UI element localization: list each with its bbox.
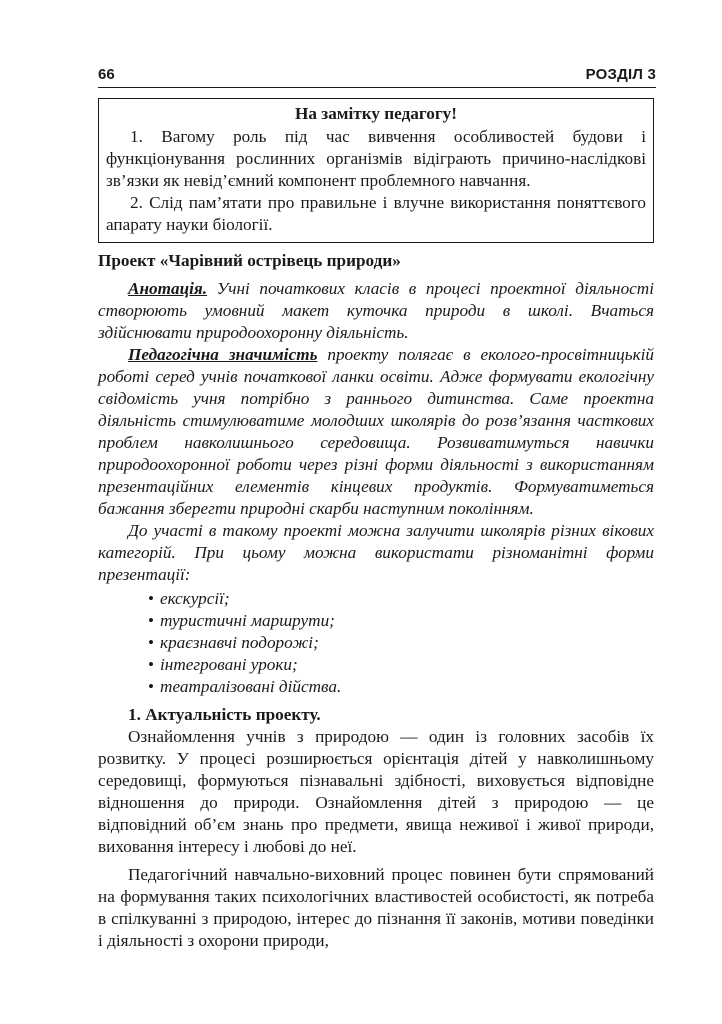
- running-header: [98, 66, 656, 88]
- section-paragraph-2: Педагогічний навчально-виховний процес повинен бути спрямований на формування таких психологічних властивостей особистості, як потреба в спілкуванні з природою, інтерес до пізнання її законів, мотиви поведінки і діяльності з охорони природи,: [98, 865, 654, 950]
- chapter-title: РОЗДІЛ 3: [585, 66, 656, 83]
- participation-paragraph: До участі в такому проекті можна залучити школярів різних вікових категорій. При цьому можна використати різноманітні форми презентації:: [98, 521, 654, 584]
- annotation-label: Анотація.: [128, 279, 208, 298]
- list-item: • краєзнавчі подорожі;: [148, 632, 654, 654]
- annotation-paragraph: [98, 278, 654, 344]
- teacher-note-box: [98, 98, 654, 243]
- note-title: На замітку педагогу!: [295, 104, 457, 123]
- main-text: [98, 250, 654, 952]
- significance-paragraph: [98, 344, 654, 520]
- significance-label: Педагогічна значимість: [128, 345, 318, 364]
- page-number: 66: [98, 66, 115, 83]
- section-heading: 1. Актуальність проекту.: [128, 705, 321, 724]
- list-item: • туристичні маршрути;: [148, 610, 654, 632]
- section-paragraph-1: Ознайомлення учнів з природою — один із головних засобів їх розвитку. У процесі розширюється орієнтація дітей у навколишньому середовищі, формуються пізнавальні здібності, виховується відповідне відношення до природи. Ознайомлення дітей з природою — це відповідний об’єм знань про предмети, явища неживої і живої природи, виховання інтересу і любові до неї.: [98, 727, 654, 856]
- project-title: Проект «Чарівний острівець природи»: [98, 251, 401, 270]
- note-item-2: 2. Слід пам’ятати про правильне і влучне використання поняттєвого апарату науки біології.: [106, 193, 646, 234]
- significance-text: проекту полягає в еколого-просвітницькій роботі серед учнів початкової ланки освіти. Адже формувати екологічну свідомість учня потрібно з раннього дитинства. Саме проектна діяльність стимулюватиме молодших школярів до розв’язання часткових проблем навколишнього середовища. Розвиватимуться навички природоохоронної роботи через різні форми діяльності з використанням презентаційних елементів кінцевих продуктів. Формуватиметься бажання зберегти природні скарби наступним поколінням.: [98, 345, 654, 518]
- annotation-text: Учні початкових класів в процесі проектної діяльності створюють умовний макет куточка природи в школі. Вчаться здійснювати природоохоронну діяльність.: [98, 279, 654, 342]
- list-item: • інтегровані уроки;: [148, 654, 654, 676]
- list-item: • екскурсії;: [148, 588, 654, 610]
- list-item: • театралізовані дійства.: [148, 676, 654, 698]
- presentation-forms-list: [98, 588, 654, 698]
- note-item-1: 1. Вагому роль під час вивчення особливостей будови і функціонування рослинних організмів відіграють причино-наслідкові зв’язки як невід’ємний компонент проблемного навчання.: [106, 127, 646, 190]
